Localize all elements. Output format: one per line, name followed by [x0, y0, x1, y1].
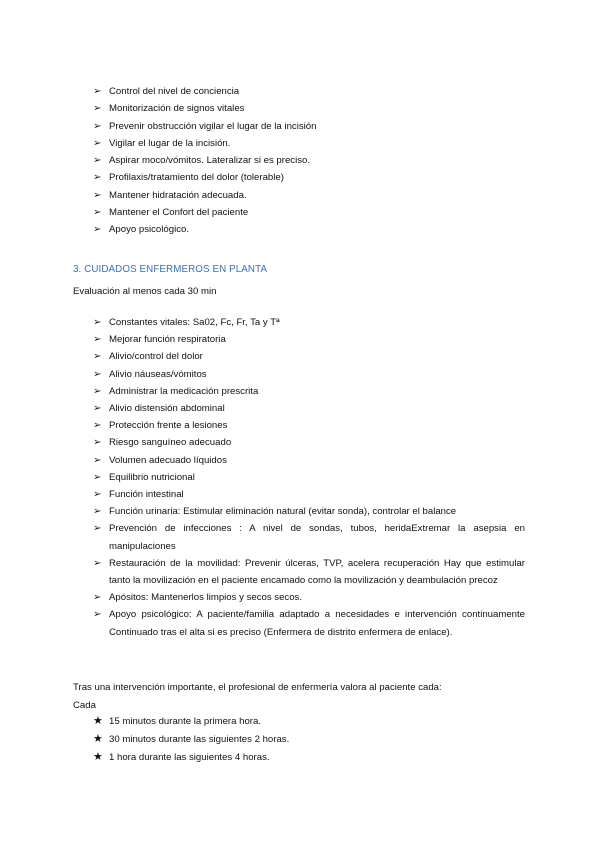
list-item-text: 1 hora durante las siguientes 4 horas.: [109, 752, 270, 763]
list-item: [93, 383, 525, 400]
arrow-bullet-icon: ➢: [93, 86, 102, 97]
arrow-bullet-icon: ➢: [93, 609, 102, 621]
arrow-bullet-icon: ➢: [93, 206, 102, 218]
list-item: [93, 169, 533, 186]
arrow-bullet-icon: ➢: [93, 471, 102, 483]
arrow-bullet-icon: ➢: [93, 334, 102, 346]
list-item: [93, 100, 533, 117]
arrow-bullet-icon: ➢: [93, 137, 102, 149]
list-item-text: Volumen adecuado líquidos: [109, 454, 227, 466]
list-item: [93, 434, 525, 451]
list-item: [93, 187, 533, 204]
list-item-text: 15 minutos durante la primera hora.: [109, 716, 261, 727]
evaluation-note: Evaluación al menos cada 30 min: [73, 286, 217, 297]
list-item-text: Riesgo sanguíneo adecuado: [109, 437, 232, 449]
arrow-bullet-icon: ➢: [93, 592, 102, 604]
list-item-text: Función intestinal: [109, 489, 184, 501]
cada-label: Cada: [73, 700, 96, 711]
list-item: [93, 731, 533, 749]
list-item-text: Profilaxis/tratamiento del dolor (tolerable): [109, 172, 284, 184]
list-item: [93, 520, 525, 554]
arrow-bullet-icon: ➢: [93, 155, 102, 166]
list-item-text: Alivio náuseas/vómitos: [109, 368, 207, 380]
arrow-bullet-icon: ➢: [93, 523, 102, 535]
star-bullet-icon: ★: [93, 750, 103, 763]
list-item-text: Mejorar función respiratoria: [109, 334, 226, 346]
list-item: [93, 348, 525, 365]
list-item: [93, 204, 533, 221]
list-item: [93, 469, 525, 486]
list-item: [93, 221, 533, 238]
list-item-text: Constantes vitales: Sa02, Fc, Fr, Ta y Tª: [109, 317, 280, 328]
list-item-text: Vigilar el lugar de la incisión.: [109, 137, 231, 149]
list-item: [93, 503, 525, 520]
arrow-bullet-icon: ➢: [93, 317, 102, 328]
list-item-text: Monitorización de signos vitales: [109, 103, 245, 115]
list-item: [93, 366, 525, 383]
arrow-bullet-icon: ➢: [93, 224, 102, 235]
arrow-bullet-icon: ➢: [93, 557, 102, 569]
list-item: [93, 486, 525, 503]
arrow-bullet-icon: ➢: [93, 489, 102, 501]
list-item-text: Apoyo psicológico.: [109, 224, 189, 235]
list-item-text: Función urinaria: Estimular eliminación natural (evitar sonda), controlar el balance: [109, 506, 457, 518]
list-item: [93, 331, 525, 348]
arrow-bullet-icon: ➢: [93, 368, 102, 380]
arrow-bullet-icon: ➢: [93, 351, 102, 363]
list-item: [93, 118, 533, 135]
arrow-bullet-icon: ➢: [93, 420, 102, 432]
list-item: [93, 555, 525, 589]
arrow-bullet-icon: ➢: [93, 437, 102, 449]
list-item: [93, 135, 533, 152]
star-bullet-icon: ★: [93, 732, 103, 745]
list-item-text: Control del nivel de conciencia: [109, 86, 240, 97]
ward-care-list: [93, 314, 525, 641]
arrow-bullet-icon: ➢: [93, 172, 102, 184]
arrow-bullet-icon: ➢: [93, 103, 102, 115]
list-item-text: Protección frente a lesiones: [109, 420, 228, 432]
list-item-text: Apoyo psicológico: A paciente/familia adaptado a necesidades e intervención continuamente Continuado tras el alta si es preciso (Enfermera de distrito enfermera de enlace).: [109, 609, 525, 638]
list-item-text: Restauración de la movilidad: Prevenir úlceras, TVP, acelera recuperación Hay que estimular tanto la movilización en el paciente encamado como la movilización y deambulación precoz: [109, 557, 525, 587]
arrow-bullet-icon: ➢: [93, 385, 102, 397]
list-item: [93, 606, 525, 640]
arrow-bullet-icon: ➢: [93, 454, 102, 466]
list-item-text: Mantener hidratación adecuada.: [109, 189, 247, 201]
star-bullet-icon: ★: [93, 714, 103, 727]
arrow-bullet-icon: ➢: [93, 506, 102, 518]
list-item-text: Administrar la medicación prescrita: [109, 385, 259, 397]
list-item: [93, 400, 525, 417]
list-item-text: Mantener el Confort del paciente: [109, 206, 249, 218]
assessment-schedule-list: [93, 713, 533, 767]
arrow-bullet-icon: ➢: [93, 120, 102, 132]
postop-care-list: [93, 83, 533, 238]
section-heading: 3. CUIDADOS ENFERMEROS EN PLANTA: [73, 264, 268, 275]
list-item-text: Alivio distensión abdominal: [109, 403, 225, 415]
list-item-text: Apósitos: Mantenerlos limpios y secos secos.: [109, 592, 303, 604]
list-item-text: Prevenir obstrucción vigilar el lugar de la incisión: [109, 120, 317, 132]
list-item-text: Equilibrio nutricional: [109, 471, 195, 483]
list-item: [93, 314, 525, 331]
arrow-bullet-icon: ➢: [93, 189, 102, 201]
arrow-bullet-icon: ➢: [93, 403, 102, 415]
list-item-text: Alivio/control del dolor: [109, 351, 203, 363]
list-item-text: 30 minutos durante las siguientes 2 horas.: [109, 734, 290, 745]
list-item: [93, 589, 525, 606]
list-item: [93, 417, 525, 434]
list-item-text: Prevención de infecciones : A nivel de sondas, tubos, heridaExtremar la asepsia en manipulaciones: [109, 523, 525, 552]
assessment-intro: Tras una intervención importante, el profesional de enfermería valora al paciente cada:: [73, 682, 442, 693]
list-item-text: Aspirar moco/vómitos. Lateralizar si es preciso.: [109, 155, 311, 166]
list-item: [93, 452, 525, 469]
list-item: [93, 713, 533, 731]
list-item: [93, 152, 533, 169]
list-item: [93, 749, 533, 767]
list-item: [93, 83, 533, 100]
